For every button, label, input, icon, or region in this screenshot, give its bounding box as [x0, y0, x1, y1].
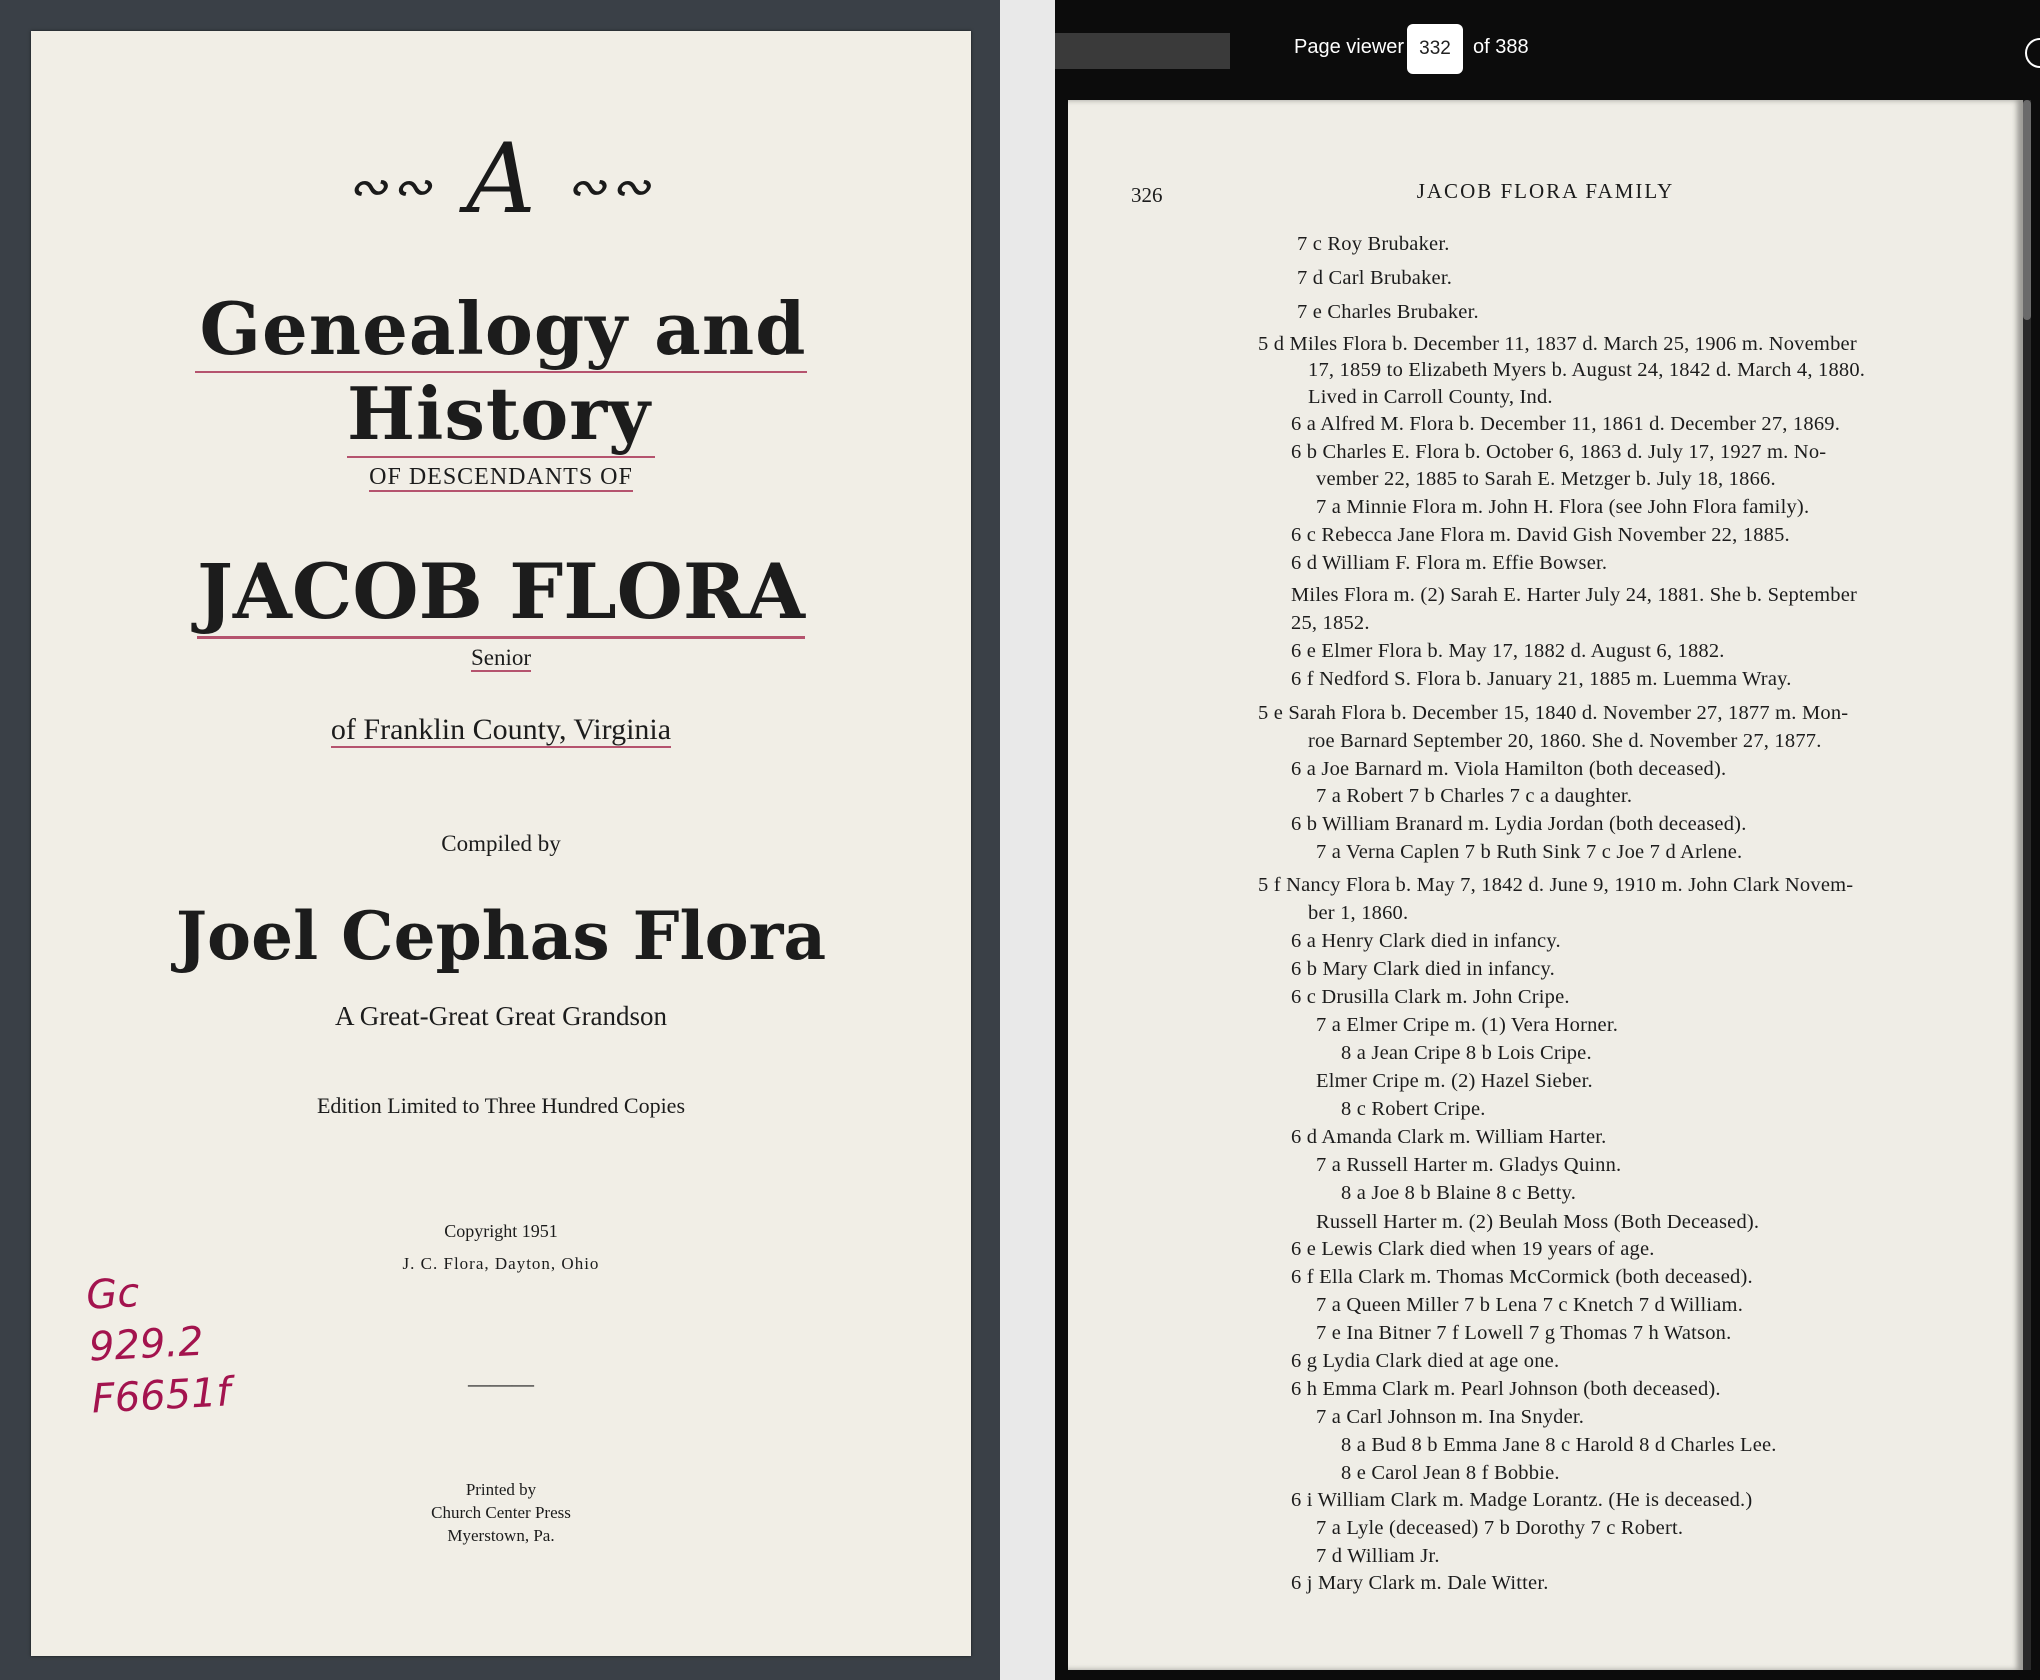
- ornament-swash-right-icon: ∾∾: [566, 159, 655, 215]
- viewer-scrollbar[interactable]: [2023, 100, 2031, 1670]
- compiler-description: A Great-Great Great Grandson: [334, 1001, 668, 1031]
- genealogy-line: 7 e Ina Bitner 7 f Lowell 7 g Thomas 7 h Watson.: [1316, 1322, 1732, 1344]
- genealogy-line: ber 1, 1860.: [1308, 902, 1409, 924]
- genealogy-line: 5 f Nancy Flora b. May 7, 1842 d. June 9, 1910 m. John Clark Novem-: [1258, 874, 1854, 896]
- compiler-name: Joel Cephas Flora: [175, 897, 827, 975]
- page-viewer-panel: [1055, 0, 2040, 1680]
- genealogy-line: 8 c Robert Cripe.: [1341, 1098, 1486, 1120]
- call-number-line: Gc: [85, 1269, 141, 1319]
- book-subtitle: [31, 464, 971, 491]
- genealogy-line: Lived in Carroll County, Ind.: [1308, 386, 1553, 408]
- genealogy-line: 6 f Ella Clark m. Thomas McCormick (both deceased).: [1291, 1266, 1753, 1288]
- ancestor-name: [31, 547, 971, 636]
- viewer-toolbar: [1055, 0, 2040, 100]
- genealogy-line: 6 a Henry Clark died in infancy.: [1291, 930, 1561, 952]
- compiled-by-label: Compiled by: [441, 831, 561, 856]
- genealogy-line: 8 e Carol Jean 8 f Bobbie.: [1341, 1462, 1560, 1484]
- genealogy-line: 7 a Carl Johnson m. Ina Snyder.: [1316, 1406, 1585, 1428]
- genealogy-line: 6 d William F. Flora m. Effie Bowser.: [1291, 552, 1608, 574]
- genealogy-line: 7 a Queen Miller 7 b Lena 7 c Knetch 7 d William.: [1316, 1294, 1744, 1316]
- close-icon[interactable]: [2025, 38, 2040, 68]
- genealogy-line: 5 e Sarah Flora b. December 15, 1840 d. November 27, 1877 m. Mon-: [1258, 702, 1849, 724]
- genealogy-line: 6 h Emma Clark m. Pearl Johnson (both deceased).: [1291, 1378, 1721, 1400]
- genealogy-line: 25, 1852.: [1291, 612, 1370, 634]
- ancestor-place-text: of Franklin County, Virginia: [330, 713, 672, 746]
- scrollbar-thumb[interactable]: [2023, 100, 2031, 320]
- printer-line: Church Center Press: [431, 1503, 571, 1522]
- ornament-letter: A: [466, 123, 536, 235]
- genealogy-line: 17, 1859 to Elizabeth Myers b. August 24, 1842 d. March 4, 1880.: [1308, 359, 1866, 381]
- ornament-swash-left-icon: ∾∾: [347, 159, 436, 215]
- book-title-text: Genealogy and History: [195, 286, 806, 458]
- genealogy-line: roe Barnard September 20, 1860. She d. November 27, 1877.: [1308, 730, 1822, 752]
- genealogy-line: 7 a Lyle (deceased) 7 b Dorothy 7 c Robert.: [1316, 1517, 1684, 1539]
- genealogy-line: 7 a Verna Caplen 7 b Ruth Sink 7 c Joe 7 d Arlene.: [1316, 841, 1743, 863]
- genealogy-line: 7 a Elmer Cripe m. (1) Vera Horner.: [1316, 1014, 1619, 1036]
- page-number-input[interactable]: [1407, 24, 1463, 74]
- genealogy-line: 6 g Lydia Clark died at age one.: [1291, 1350, 1560, 1372]
- ancestor-suffix-text: Senior: [470, 645, 532, 670]
- genealogy-line: 6 b William Branard m. Lydia Jordan (both deceased).: [1291, 813, 1747, 835]
- title-ornament: [31, 123, 971, 235]
- book-title: [31, 286, 971, 456]
- handwritten-call-number: [85, 1262, 232, 1425]
- redacted-toolbar-block: [1055, 33, 1230, 69]
- genealogy-line: 8 a Joe 8 b Blaine 8 c Betty.: [1341, 1182, 1577, 1204]
- ancestor-suffix: [31, 645, 971, 671]
- genealogy-line: 7 d William Jr.: [1316, 1545, 1440, 1567]
- genealogy-line: 5 d Miles Flora b. December 11, 1837 d. March 25, 1906 m. November: [1258, 333, 1857, 355]
- panel-divider: [1000, 0, 1055, 1680]
- printer-line: Printed by: [465, 1480, 537, 1499]
- genealogy-line: 6 f Nedford S. Flora b. January 21, 1885 m. Luemma Wray.: [1291, 668, 1792, 690]
- genealogy-line: Russell Harter m. (2) Beulah Moss (Both Deceased).: [1316, 1211, 1760, 1233]
- page-viewer-label: Page viewer: [1294, 36, 1405, 58]
- genealogy-line: Miles Flora m. (2) Sarah E. Harter July 24, 1881. She b. September: [1291, 584, 1858, 606]
- genealogy-line: 6 i William Clark m. Madge Lorantz. (He is deceased.): [1291, 1489, 1753, 1511]
- running-head: JACOB FLORA FAMILY: [1416, 179, 1675, 203]
- genealogy-line: 6 e Lewis Clark died when 19 years of age.: [1291, 1238, 1655, 1260]
- call-number-line: 929.2: [87, 1318, 205, 1371]
- genealogy-line: 7 a Minnie Flora m. John H. Flora (see John Flora family).: [1316, 496, 1810, 518]
- genealogy-line: 6 d Amanda Clark m. William Harter.: [1291, 1126, 1607, 1148]
- genealogy-line: 7 c Roy Brubaker.: [1297, 233, 1450, 255]
- genealogy-line: 7 a Robert 7 b Charles 7 c a daughter.: [1316, 785, 1633, 807]
- title-page-panel: [0, 0, 1000, 1680]
- genealogy-line: 6 c Drusilla Clark m. John Cripe.: [1291, 986, 1570, 1008]
- genealogy-line: 6 b Charles E. Flora b. October 6, 1863 d. July 17, 1927 m. No-: [1291, 441, 1827, 463]
- genealogy-line: 7 a Russell Harter m. Gladys Quinn.: [1316, 1154, 1622, 1176]
- book-subtitle-text: OF DESCENDANTS OF: [369, 464, 633, 490]
- genealogy-line: 6 a Joe Barnard m. Viola Hamilton (both deceased).: [1291, 758, 1727, 780]
- genealogy-line: 6 b Mary Clark died in infancy.: [1291, 958, 1555, 980]
- title-page-image: [31, 31, 971, 1656]
- title-divider: ———: [468, 1371, 534, 1396]
- genealogy-line: vember 22, 1885 to Sarah E. Metzger b. July 18, 1866.: [1316, 468, 1776, 490]
- genealogy-line: 6 j Mary Clark m. Dale Witter.: [1291, 1572, 1549, 1594]
- page-total: of 388: [1473, 36, 1529, 58]
- call-number-line: F6651f: [90, 1369, 232, 1423]
- genealogy-line: 7 d Carl Brubaker.: [1297, 267, 1453, 289]
- edition-note: Edition Limited to Three Hundred Copies: [316, 1093, 686, 1118]
- genealogy-line: 6 e Elmer Flora b. May 17, 1882 d. August 6, 1882.: [1291, 640, 1725, 662]
- genealogy-line: Elmer Cripe m. (2) Hazel Sieber.: [1316, 1070, 1593, 1092]
- ancestor-name-text: JACOB FLORA: [197, 547, 805, 639]
- page-number: 326: [1131, 183, 1163, 207]
- ancestor-place: [31, 713, 971, 747]
- genealogy-line: 6 a Alfred M. Flora b. December 11, 1861 d. December 27, 1869.: [1291, 413, 1841, 435]
- publisher-line: J. C. Flora, Dayton, Ohio: [402, 1254, 600, 1273]
- printer-line: Myerstown, Pa.: [447, 1526, 555, 1545]
- copyright-line: Copyright 1951: [444, 1221, 558, 1241]
- genealogy-line: 8 a Jean Cripe 8 b Lois Cripe.: [1341, 1042, 1592, 1064]
- genealogy-line: 6 c Rebecca Jane Flora m. David Gish November 22, 1885.: [1291, 524, 1790, 546]
- genealogy-line: 7 e Charles Brubaker.: [1297, 301, 1479, 323]
- genealogy-line: 8 a Bud 8 b Emma Jane 8 c Harold 8 d Charles Lee.: [1341, 1434, 1777, 1456]
- printer-block: [31, 1478, 971, 1547]
- scanned-page: [1068, 100, 2023, 1670]
